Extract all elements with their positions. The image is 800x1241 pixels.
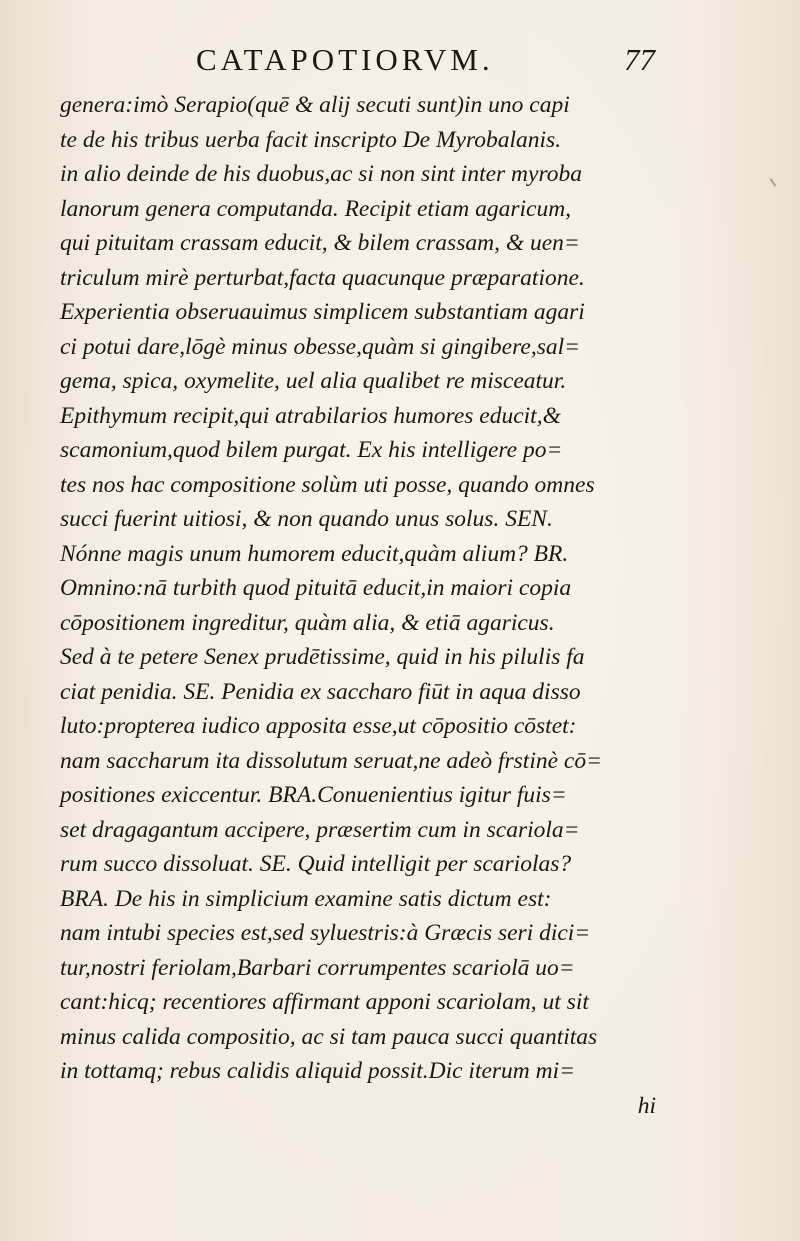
paper-fleck (770, 178, 777, 187)
text-line: scamonium,quod bilem purgat. Ex his intelligere po= (60, 437, 563, 463)
text-line: genera:imò Serapio(quē & alij secuti sunt)in uno capi (60, 92, 570, 118)
text-line: ci potui dare,lōgè minus obesse,quàm si gingibere,sal= (60, 333, 580, 360)
text-line: set dragagantum accipere, præsertim cum in scariola= (60, 816, 580, 843)
text-line: nam intubi species est,sed syluestris:à Græcis seri dici= (60, 920, 591, 946)
body-text (60, 88, 660, 1123)
text-line: tur,nostri feriolam,Barbari corrumpentes scariolā uo= (60, 954, 575, 981)
text-line: tes nos hac compositione solùm uti posse, quando omnes (60, 471, 595, 498)
text-line: gema, spica, oxymelite, uel alia qualibet re misceatur. (60, 368, 567, 394)
text-line: minus calida compositio, ac si tam pauca succi quantitas (60, 1023, 598, 1050)
text-line: te de his tribus uerba facit inscripto De Myrobalanis. (60, 126, 562, 153)
text-line: Experientia obseruauimus simplicem substantiam agari (60, 299, 585, 325)
text-line: ciat penidia. SE. Penidia ex saccharo fiūt in aqua disso (60, 678, 581, 705)
text-line: succi fuerint uitiosi, & non quando unus solus. SEN. (60, 506, 553, 532)
text-line: lanorum genera computanda. Recipit etiam agaricum, (60, 195, 572, 222)
text-line: positiones exiccentur. BRA.Conuenientius igitur fuis= (60, 782, 567, 808)
text-line: cant:hicq; recentiores affirmant apponi scariolam, ut sit (60, 989, 589, 1015)
text-line: qui pituitam crassam educit, & bilem crassam, & uen= (60, 230, 580, 256)
running-head: CATAPOTIORVM. (196, 42, 494, 77)
text-line: nam saccharum ita dissolutum seruat,ne adeò frstinè cō= (60, 747, 602, 774)
text-line: Sed à te petere Senex prudētissime, quid in his pilulis fa (60, 644, 585, 670)
page-number: 77 (624, 42, 655, 77)
text-line: Epithymum recipit,qui atrabilarios humores educit,& (60, 402, 561, 429)
page-header (0, 40, 800, 90)
text-line: luto:propterea iudico apposita esse,ut cōpositio cōstet: (60, 713, 577, 739)
text-line: BRA. De his in simplicium examine satis dictum est: (60, 885, 552, 912)
text-line: triculum mirè perturbat,facta quacunque præparatione. (60, 264, 585, 291)
text-line: cōpositionem ingreditur, quàm alia, & etiā agaricus. (60, 609, 555, 636)
text-line: in tottamq; rebus calidis aliquid possit.Dic iterum mi= (60, 1058, 576, 1084)
text-line: in alio deinde de his duobus,ac si non sint inter myroba (60, 161, 582, 187)
catchword: hi (637, 1092, 656, 1119)
text-line: rum succo dissoluat. SE. Quid intelligit per scariolas? (60, 851, 572, 877)
text-line: Nónne magis unum humorem educit,quàm alium? BR. (60, 540, 569, 567)
text-line: Omnino:nā turbith quod pituitā educit,in maiori copia (60, 575, 572, 601)
